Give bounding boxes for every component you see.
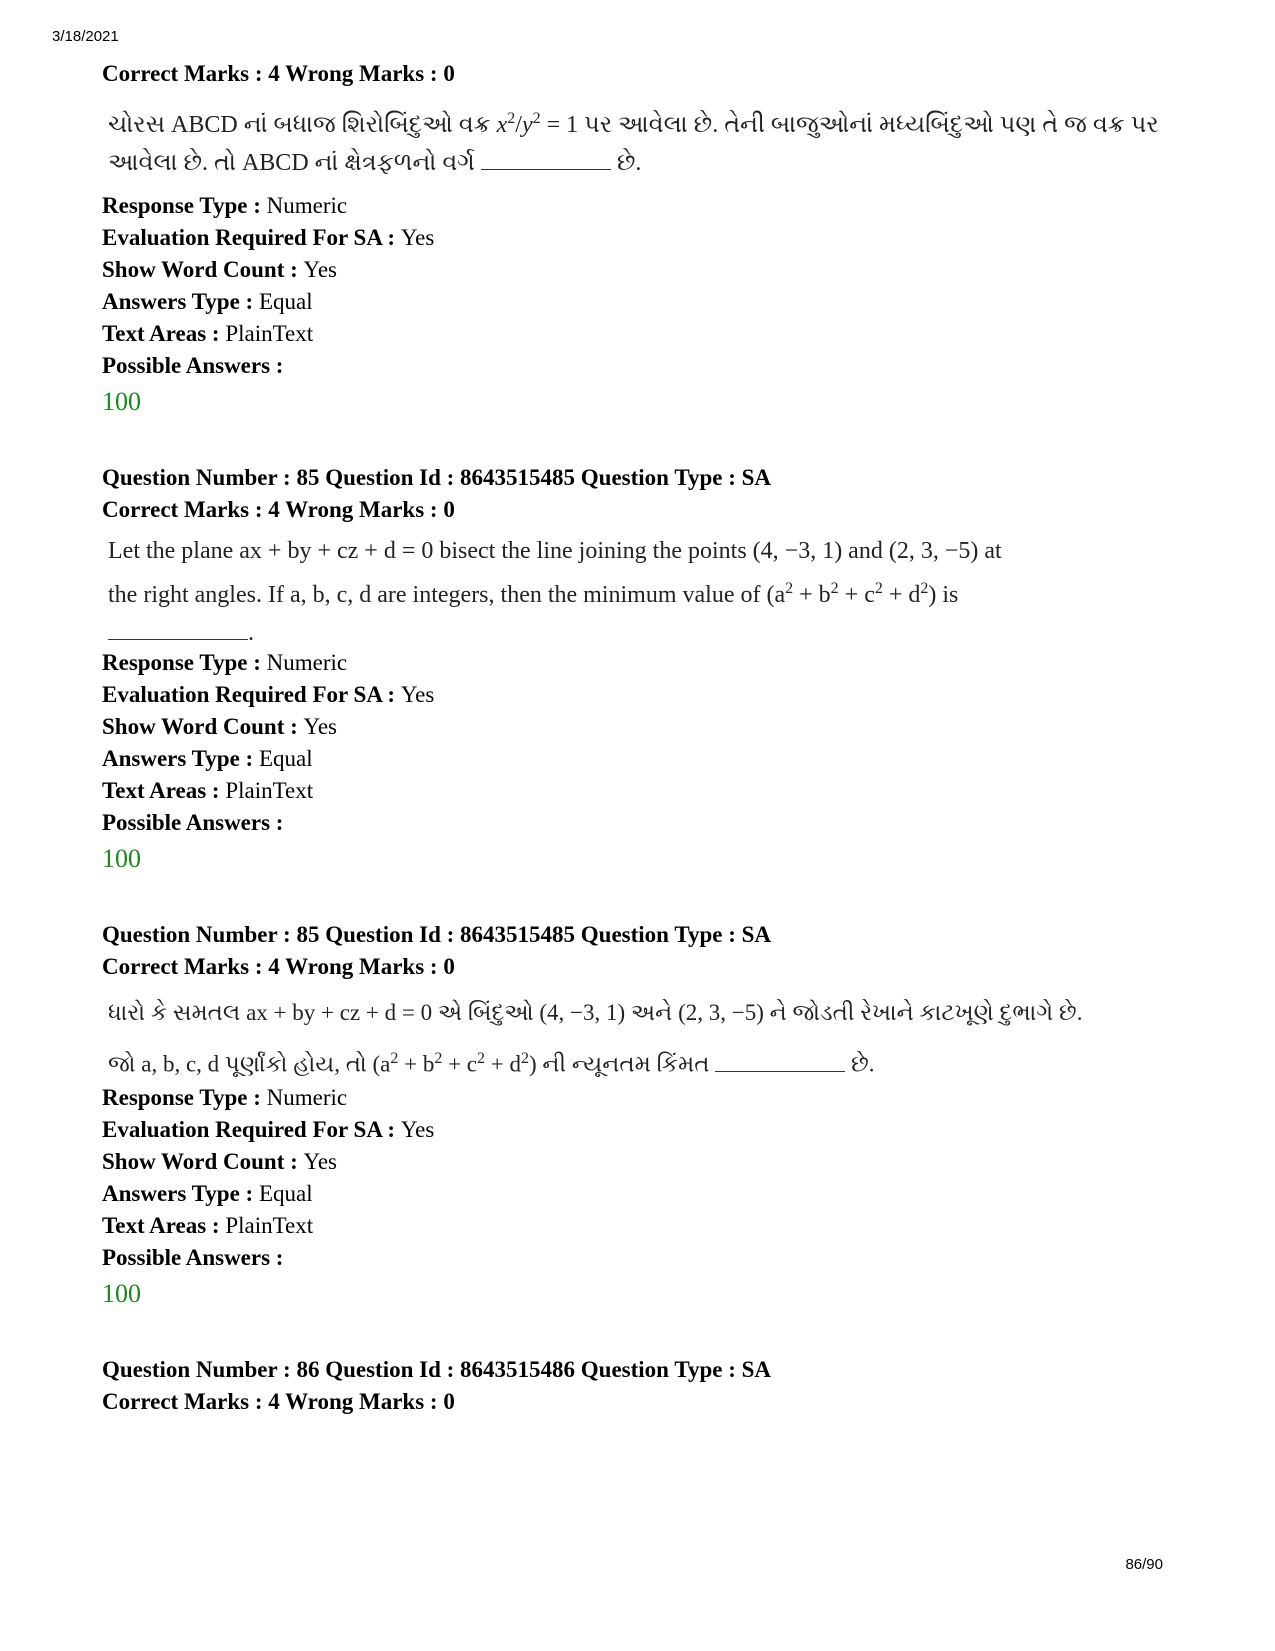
- response-type-line: Response Type : Numeric: [102, 650, 348, 675]
- possible-answers-label: Possible Answers :: [102, 1245, 284, 1270]
- question-header: Question Number : 85 Question Id : 8643515485 Question Type : SA: [102, 922, 772, 947]
- possible-answer-value: 100: [102, 844, 141, 873]
- possible-answers-label: Possible Answers :: [102, 810, 284, 835]
- marks-line: Correct Marks : 4 Wrong Marks : 0: [102, 954, 455, 979]
- question-text: Let the plane ax + by + cz + d = 0 bisect the line joining the points (4, −3, 1) and (2, 3, −5) at the right angles. If a, b, c, d are integers, then the minimum value of $(a^2 + b^2 + c^2 + d^2)$ is .: [108, 538, 1002, 646]
- marks-line: Correct Marks : 4 Wrong Marks : 0: [102, 61, 455, 86]
- eval-required-line: Evaluation Required For SA : Yes: [102, 682, 435, 707]
- answers-type-line: Answers Type : Equal: [102, 289, 313, 314]
- show-word-count-line: Show Word Count : Yes: [102, 1149, 337, 1174]
- answers-type-line: Answers Type : Equal: [102, 1181, 313, 1206]
- show-word-count-line: Show Word Count : Yes: [102, 714, 337, 739]
- print-date: 3/18/2021: [52, 28, 119, 45]
- show-word-count-line: Show Word Count : Yes: [102, 257, 337, 282]
- question-text: ચોરસ ABCD નાં બધાજ શિરોબિંદુઓ વક્ર $x^2/y^2 = 1$ પર આવેલા છે. તેની બાજુઓનાં મધ્યબિંદુઓ પણ તે જ વક્ર પર આવેલા છે. તો ABCD નાં ક્ષેત્રફળનો વર્ગ છે.: [108, 110, 1159, 176]
- answer-blank: [481, 168, 611, 170]
- marks-line: Correct Marks : 4 Wrong Marks : 0: [102, 1389, 455, 1414]
- marks-line: Correct Marks : 4 Wrong Marks : 0: [102, 497, 455, 522]
- answer-blank: [715, 1070, 845, 1072]
- eval-required-line: Evaluation Required For SA : Yes: [102, 225, 435, 250]
- response-type-line: Response Type : Numeric: [102, 193, 348, 218]
- possible-answers-label: Possible Answers :: [102, 353, 284, 378]
- possible-answer-value: 100: [102, 1279, 141, 1308]
- text-areas-line: Text Areas : PlainText: [102, 778, 314, 803]
- question-header: Question Number : 86 Question Id : 8643515486 Question Type : SA: [102, 1357, 772, 1382]
- question-header: Question Number : 85 Question Id : 8643515485 Question Type : SA: [102, 465, 772, 490]
- question-text: ધારો કે સમતલ ax + by + cz + d = 0 એ બિંદુઓ (4, −3, 1) અને (2, 3, −5) ને જોડતી રેખાને કાટખૂણે દુભાગે છે. જો a, b, c, d પૂર્ણાંકો હોય, તો $(a^2 + b^2 + c^2 + d^2)$ ની ન્યૂનતમ કિંમત છે.: [108, 1000, 1083, 1077]
- text-areas-line: Text Areas : PlainText: [102, 1213, 314, 1238]
- text-areas-line: Text Areas : PlainText: [102, 321, 314, 346]
- answers-type-line: Answers Type : Equal: [102, 746, 313, 771]
- eval-required-line: Evaluation Required For SA : Yes: [102, 1117, 435, 1142]
- page-number: 86/90: [1125, 1556, 1163, 1573]
- possible-answer-value: 100: [102, 387, 141, 416]
- answer-blank: [108, 638, 248, 640]
- response-type-line: Response Type : Numeric: [102, 1085, 348, 1110]
